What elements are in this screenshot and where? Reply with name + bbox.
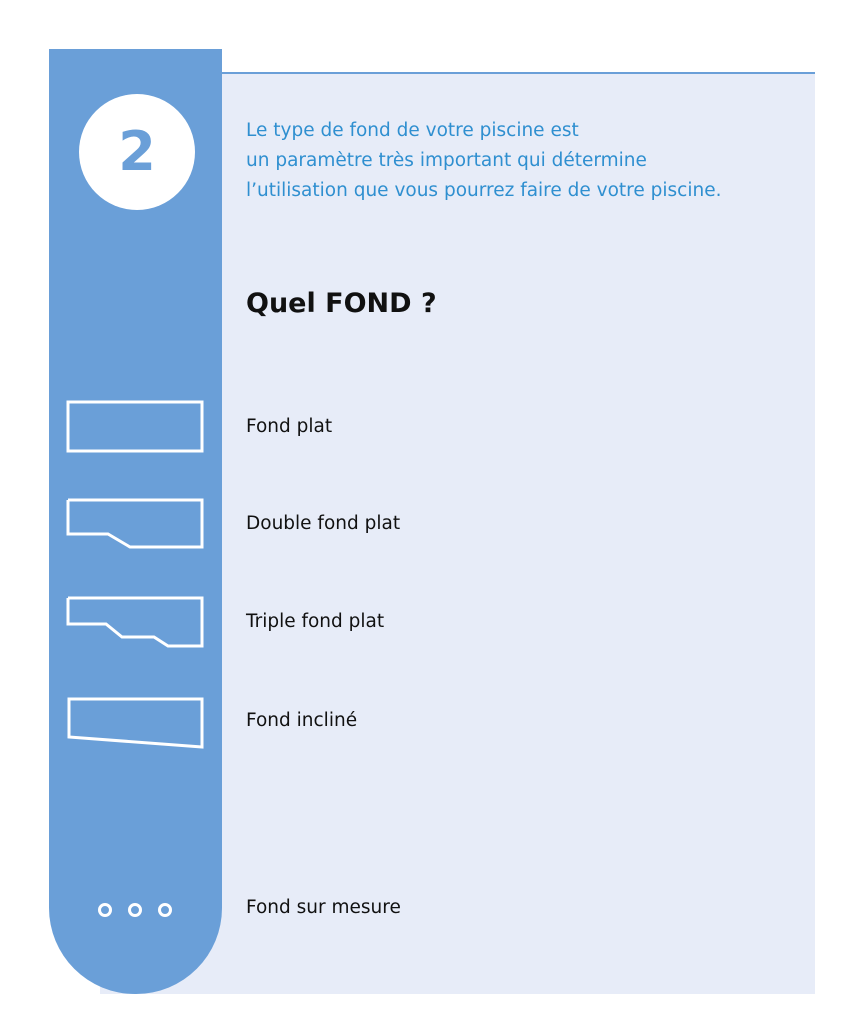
flat-bottom-icon: [60, 396, 210, 456]
option-label-flat: Fond plat: [246, 416, 333, 437]
step-number-badge: [79, 94, 195, 210]
double-flat-bottom-icon: [60, 494, 210, 554]
intro-text: [246, 116, 806, 206]
step-number: 2: [118, 120, 156, 183]
intro-line: Le type de fond de votre piscine est: [246, 120, 579, 141]
triple-flat-bottom-icon: [60, 592, 210, 652]
option-label-triple: Triple fond plat: [246, 611, 385, 632]
section-title: Quel FOND ?: [246, 288, 437, 319]
intro-line: l’utilisation que vous pourrez faire de votre piscine.: [246, 180, 722, 201]
option-label-inclined: Fond incliné: [246, 710, 358, 731]
option-label-custom: Fond sur mesure: [246, 897, 401, 918]
more-dots-icon: [95, 900, 175, 920]
inclined-bottom-icon: [60, 692, 210, 752]
intro-line: un paramètre très important qui détermine: [246, 150, 647, 171]
option-label-double: Double fond plat: [246, 513, 401, 534]
